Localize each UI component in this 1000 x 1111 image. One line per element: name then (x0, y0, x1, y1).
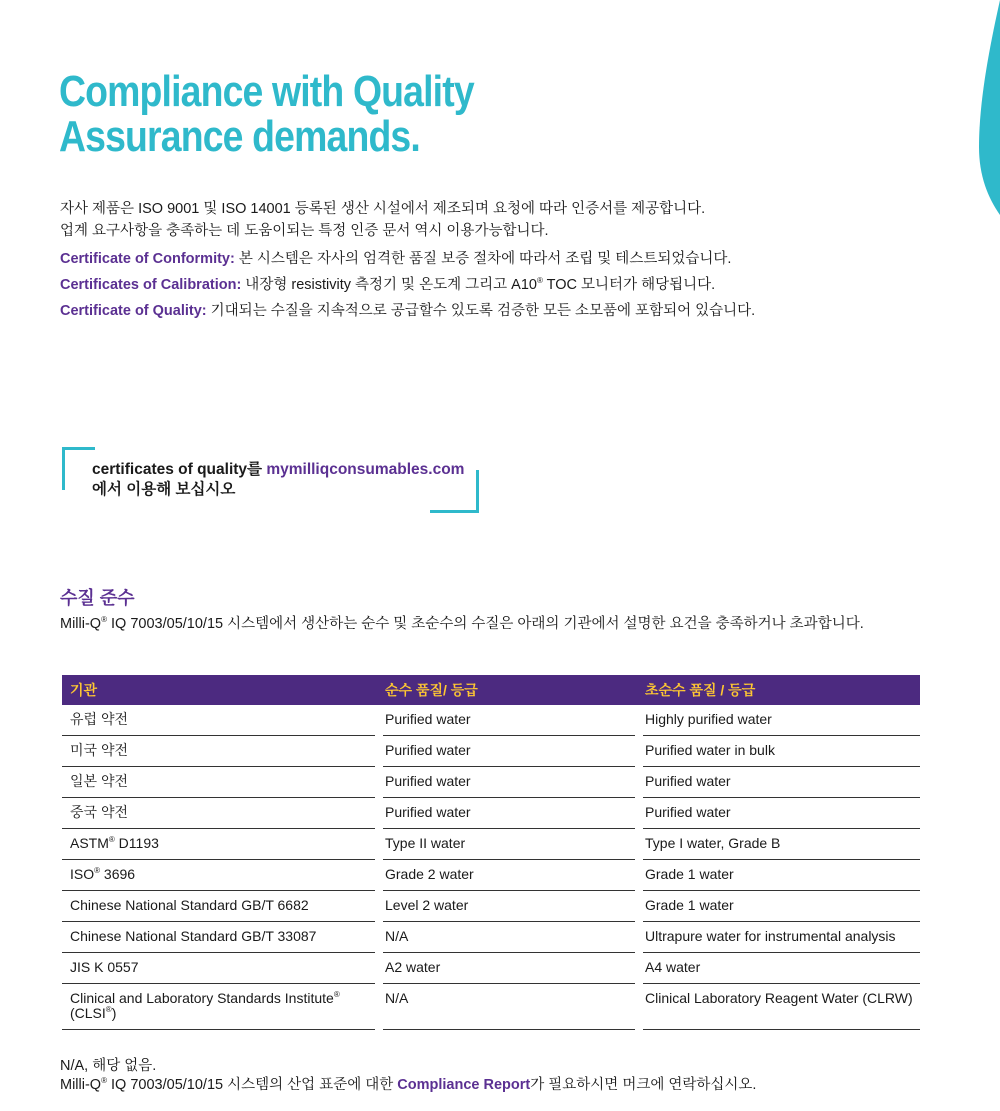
footer-notes (60, 1057, 756, 1095)
text-segment: Purified water (645, 773, 731, 789)
text-segment: Chinese National Standard GB/T 33087 (70, 928, 317, 944)
table-cell (643, 798, 920, 829)
registered-trademark-mark: ® (537, 276, 543, 285)
table-cell (383, 736, 635, 767)
footer-na-note: N/A, 해당 없음. (60, 1058, 157, 1074)
corner-bracket-top-left-icon (62, 447, 95, 490)
text-segment: N/A (385, 928, 409, 944)
table-cell (62, 705, 375, 736)
text-segment: A4 water (645, 959, 701, 975)
certificate-conformity (60, 250, 755, 268)
text-segment: 유럽 약전 (70, 711, 128, 727)
page-title-line2: Assurance demands. (59, 112, 420, 161)
certificate-calibration-label: Certificates of Calibration: (60, 277, 242, 293)
table-cell (62, 829, 375, 860)
registered-trademark-mark: ® (101, 1076, 107, 1085)
text-segment: Grade 1 water (645, 866, 734, 882)
table-cell (643, 767, 920, 798)
table-row (62, 922, 920, 953)
table-cell (383, 860, 635, 891)
registered-trademark-mark: ® (94, 866, 101, 875)
text-segment: Purified water (645, 804, 731, 820)
table-cell (383, 922, 635, 953)
table-cell (62, 798, 375, 829)
certificate-conformity-label: Certificate of Conformity: (60, 251, 235, 267)
table-row (62, 798, 920, 829)
certificate-quality (60, 302, 755, 320)
intro-paragraph (60, 198, 705, 242)
table-row (62, 984, 920, 1030)
footer-compliance-note (60, 1076, 756, 1095)
text-segment: (CLSI (70, 1005, 106, 1021)
registered-trademark-mark: ® (101, 615, 107, 624)
table-cell (383, 953, 635, 984)
certificate-calibration (60, 276, 755, 294)
text-segment: Grade 2 water (385, 866, 474, 882)
table-cell (643, 736, 920, 767)
text-segment: Purified water (385, 742, 471, 758)
column-header-ultrapure-water: 초순수 품질 / 등급 (645, 682, 756, 698)
table-cell (643, 705, 920, 736)
table-row (62, 767, 920, 798)
table-cell (383, 829, 635, 860)
table-row (62, 860, 920, 891)
table-cell (383, 767, 635, 798)
text-segment: JIS K 0557 (70, 959, 139, 975)
table-cell (643, 829, 920, 860)
text-segment: Clinical and Laboratory Standards Institute (70, 990, 334, 1006)
page-title-line1: Compliance with Quality (59, 67, 474, 116)
text-segment: ASTM (70, 835, 109, 851)
intro-line2: 업계 요구사항을 충족하는 데 도움이되는 특정 인증 문서 역시 이용가능합니다. (60, 223, 549, 239)
water-quality-intro (60, 614, 864, 634)
text-segment: Grade 1 water (645, 897, 734, 913)
table-cell (383, 891, 635, 922)
text-segment: 3696 (100, 866, 136, 882)
table-row (62, 891, 920, 922)
text-segment: Milli-Q (60, 616, 102, 632)
text-segment: IQ 7003/05/10/15 시스템의 산업 표준에 대한 (106, 1077, 398, 1093)
callout-text (92, 460, 464, 500)
table-row (62, 705, 920, 736)
callout-bold-text: certificates of quality를 (92, 461, 267, 478)
page-title (59, 69, 474, 159)
registered-trademark-mark: ® (105, 1005, 112, 1014)
table-cell (62, 736, 375, 767)
table-cell (62, 860, 375, 891)
text-segment: A2 water (385, 959, 441, 975)
column-header-organization: 기관 (70, 682, 98, 698)
emphasis-text: Compliance Report (397, 1077, 531, 1093)
standards-table-body (62, 705, 920, 1030)
text-segment: Ultrapure water for instrumental analysis (645, 928, 896, 944)
text-segment: 본 시스템은 자사의 엄격한 품질 보증 절차에 따라서 조립 및 테스트되었습니다. (234, 251, 732, 267)
text-segment: Purified water (385, 773, 471, 789)
table-cell (643, 922, 920, 953)
certificate-list (60, 250, 755, 328)
table-cell (62, 953, 375, 984)
text-segment: 기대되는 수질을 지속적으로 공급할수 있도록 검증한 모든 소모품에 포함되어 있습니다. (206, 303, 756, 319)
table-cell (643, 860, 920, 891)
text-segment: Highly purified water (645, 711, 772, 727)
standards-table (62, 675, 920, 1030)
table-cell (62, 922, 375, 953)
text-segment: Type II water (385, 835, 466, 851)
text-segment: TOC 모니터가 해당됩니다. (542, 277, 716, 293)
text-segment: Purified water in bulk (645, 742, 775, 758)
teal-crescent-decoration (976, 0, 1000, 216)
table-cell (62, 891, 375, 922)
quality-certificates-callout (62, 447, 479, 513)
certificate-calibration-description (241, 277, 715, 293)
text-segment: Type I water, Grade B (645, 835, 781, 851)
table-cell (643, 953, 920, 984)
standards-table-header (62, 675, 920, 705)
table-cell (383, 705, 635, 736)
callout-line2: 에서 이용해 보십시오 (92, 481, 236, 498)
table-cell (383, 798, 635, 829)
water-quality-section-heading: 수질 준수 (60, 588, 135, 608)
text-segment: Purified water (385, 711, 471, 727)
registered-trademark-mark: ® (333, 990, 340, 999)
column-header-pure-water: 순수 품질/ 등급 (385, 682, 478, 698)
intro-line1: 자사 제품은 ISO 9001 및 ISO 14001 등록된 생산 시설에서 제조되며 요청에 따라 인증서를 제공합니다. (60, 201, 706, 217)
table-row (62, 829, 920, 860)
table-row (62, 953, 920, 984)
text-segment: Purified water (385, 804, 471, 820)
table-row (62, 736, 920, 767)
text-segment: 일본 약전 (70, 773, 128, 789)
text-segment: D1193 (114, 835, 159, 851)
text-segment: ) (111, 1005, 117, 1021)
table-cell (62, 767, 375, 798)
certificate-quality-description (207, 303, 756, 319)
text-segment: Clinical Laboratory Reagent Water (CLRW) (645, 990, 913, 1006)
text-segment: 가 필요하시면 머크에 연락하십시오. (530, 1077, 757, 1093)
table-cell (643, 891, 920, 922)
text-segment: 중국 약전 (70, 804, 128, 820)
certificate-conformity-description (235, 251, 732, 267)
text-segment: Level 2 water (385, 897, 469, 913)
certificate-quality-label: Certificate of Quality: (60, 303, 207, 319)
text-segment: Milli-Q (60, 1077, 102, 1093)
table-cell (383, 984, 635, 1030)
text-segment: 내장형 resistivity 측정기 및 온도계 그리고 A10 (241, 277, 537, 293)
registered-trademark-mark: ® (108, 835, 115, 844)
text-segment: ISO (70, 866, 95, 882)
text-segment: N/A (385, 990, 409, 1006)
text-segment: IQ 7003/05/10/15 시스템에서 생산하는 순수 및 초순수의 수질은 아래의 기관에서 설명한 요건을 충족하거나 초과합니다. (106, 616, 864, 632)
table-cell (62, 984, 375, 1030)
table-cell (643, 984, 920, 1030)
text-segment: Chinese National Standard GB/T 6682 (70, 897, 309, 913)
mymilliqconsumables-link[interactable]: mymilliqconsumables.com (266, 461, 465, 478)
text-segment: 미국 약전 (70, 742, 128, 758)
